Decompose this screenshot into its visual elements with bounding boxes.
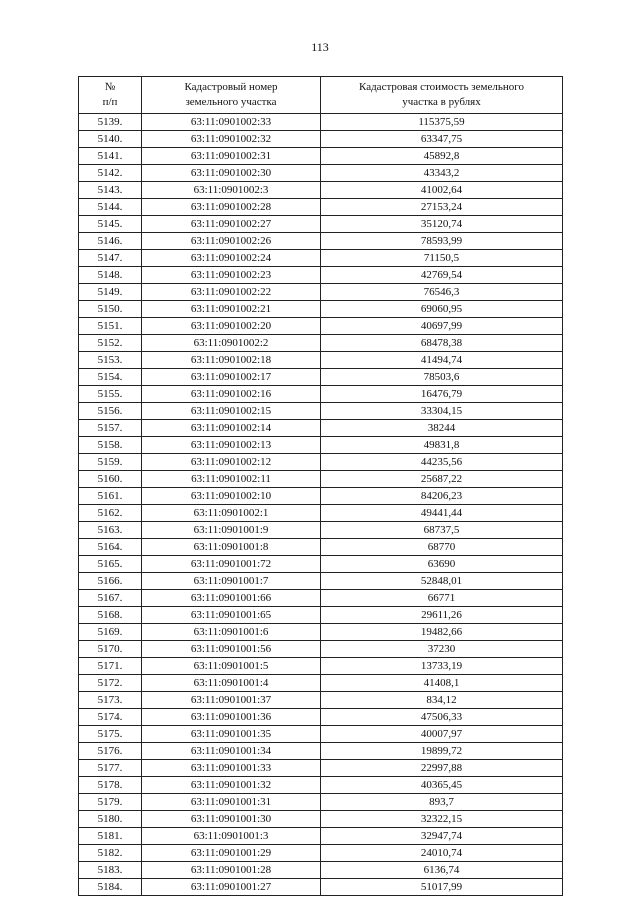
table-row: [79, 675, 563, 692]
row-number-cell: 5142.: [79, 165, 142, 182]
cadastral-value-cell: 69060,95: [321, 301, 563, 318]
row-number-cell: 5151.: [79, 318, 142, 335]
row-number-cell: 5179.: [79, 794, 142, 811]
row-number-cell: 5157.: [79, 420, 142, 437]
table-row: [79, 726, 563, 743]
cadastral-value-cell: 78503,6: [321, 369, 563, 386]
header-cadastral-value: [321, 77, 563, 114]
cadastral-value-cell: 29611,26: [321, 607, 563, 624]
page-number: 113: [311, 40, 329, 54]
cadastral-value-cell: 40697,99: [321, 318, 563, 335]
table-row: [79, 369, 563, 386]
cadastral-value-cell: 6136,74: [321, 862, 563, 879]
row-number-cell: 5170.: [79, 641, 142, 658]
cadastral-value-cell: 45892,8: [321, 148, 563, 165]
cadastral-value-cell: 68478,38: [321, 335, 563, 352]
row-number-cell: 5184.: [79, 879, 142, 896]
row-number-cell: 5176.: [79, 743, 142, 760]
table-row: [79, 182, 563, 199]
cadastral-value-cell: 13733,19: [321, 658, 563, 675]
table-row: [79, 199, 563, 216]
row-number-cell: 5182.: [79, 845, 142, 862]
table-row: [79, 488, 563, 505]
cadastral-value-cell: 52848,01: [321, 573, 563, 590]
row-number-cell: 5159.: [79, 454, 142, 471]
cadastral-number-cell: 63:11:0901002:28: [142, 199, 321, 216]
table-row: [79, 352, 563, 369]
cadastral-number-cell: 63:11:0901001:27: [142, 879, 321, 896]
cadastral-value-cell: 63347,75: [321, 131, 563, 148]
cadastral-number-cell: 63:11:0901002:30: [142, 165, 321, 182]
row-number-cell: 5164.: [79, 539, 142, 556]
cadastral-value-cell: 37230: [321, 641, 563, 658]
table-row: [79, 845, 563, 862]
cadastral-value-cell: 68770: [321, 539, 563, 556]
cadastral-number-cell: 63:11:0901002:13: [142, 437, 321, 454]
cadastral-number-cell: 63:11:0901001:35: [142, 726, 321, 743]
header-value-line2: участка в рублях: [402, 96, 481, 108]
table-row: [79, 828, 563, 845]
cadastral-value-cell: 49441,44: [321, 505, 563, 522]
header-cadastral-number: [142, 77, 321, 114]
row-number-cell: 5143.: [79, 182, 142, 199]
cadastral-value-cell: 40365,45: [321, 777, 563, 794]
table-row: [79, 216, 563, 233]
row-number-cell: 5166.: [79, 573, 142, 590]
row-number-cell: 5141.: [79, 148, 142, 165]
table-row: [79, 301, 563, 318]
table-row: [79, 335, 563, 352]
cadastral-value-cell: 43343,2: [321, 165, 563, 182]
row-number-cell: 5144.: [79, 199, 142, 216]
header-number-abbrev: п/п: [102, 96, 118, 108]
table-row: [79, 165, 563, 182]
row-number-cell: 5155.: [79, 386, 142, 403]
cadastral-number-cell: 63:11:0901002:1: [142, 505, 321, 522]
cadastral-number-cell: 63:11:0901002:14: [142, 420, 321, 437]
table-row: [79, 624, 563, 641]
row-number-cell: 5167.: [79, 590, 142, 607]
cadastral-value-cell: 32947,74: [321, 828, 563, 845]
cadastral-number-cell: 63:11:0901001:32: [142, 777, 321, 794]
table-row: [79, 760, 563, 777]
table-row: [79, 522, 563, 539]
cadastral-value-cell: 63690: [321, 556, 563, 573]
cadastral-value-cell: 71150,5: [321, 250, 563, 267]
row-number-cell: 5158.: [79, 437, 142, 454]
row-number-cell: 5140.: [79, 131, 142, 148]
cadastral-number-cell: 63:11:0901001:7: [142, 573, 321, 590]
table-header-row: [79, 77, 563, 114]
cadastral-value-cell: 41002,64: [321, 182, 563, 199]
cadastral-value-cell: 834,12: [321, 692, 563, 709]
header-cadastral-line1: Кадастровый номер: [184, 81, 278, 93]
header-value-line1: Кадастровая стоимость земельного: [359, 81, 524, 93]
row-number-cell: 5181.: [79, 828, 142, 845]
cadastral-number-cell: 63:11:0901002:15: [142, 403, 321, 420]
cadastral-value-cell: 893,7: [321, 794, 563, 811]
cadastral-number-cell: 63:11:0901002:12: [142, 454, 321, 471]
table-row: [79, 148, 563, 165]
cadastral-value-cell: 40007,97: [321, 726, 563, 743]
row-number-cell: 5171.: [79, 658, 142, 675]
row-number-cell: 5149.: [79, 284, 142, 301]
table-row: [79, 539, 563, 556]
table-row: [79, 233, 563, 250]
header-cadastral-line2: земельного участка: [185, 96, 277, 108]
cadastral-number-cell: 63:11:0901002:20: [142, 318, 321, 335]
cadastral-number-cell: 63:11:0901002:10: [142, 488, 321, 505]
row-number-cell: 5168.: [79, 607, 142, 624]
row-number-cell: 5139.: [79, 114, 142, 131]
cadastral-number-cell: 63:11:0901002:23: [142, 267, 321, 284]
cadastral-value-cell: 42769,54: [321, 267, 563, 284]
row-number-cell: 5174.: [79, 709, 142, 726]
header-number-sign: №: [104, 81, 116, 93]
table-row: [79, 284, 563, 301]
cadastral-value-table: [78, 76, 563, 896]
cadastral-number-cell: 63:11:0901002:24: [142, 250, 321, 267]
cadastral-number-cell: 63:11:0901002:2: [142, 335, 321, 352]
cadastral-value-cell: 19482,66: [321, 624, 563, 641]
cadastral-number-cell: 63:11:0901001:9: [142, 522, 321, 539]
cadastral-value-cell: 49831,8: [321, 437, 563, 454]
row-number-cell: 5145.: [79, 216, 142, 233]
cadastral-number-cell: 63:11:0901002:31: [142, 148, 321, 165]
row-number-cell: 5150.: [79, 301, 142, 318]
table-row: [79, 794, 563, 811]
cadastral-number-cell: 63:11:0901002:33: [142, 114, 321, 131]
row-number-cell: 5165.: [79, 556, 142, 573]
table-row: [79, 641, 563, 658]
row-number-cell: 5146.: [79, 233, 142, 250]
cadastral-value-cell: 32322,15: [321, 811, 563, 828]
table-row: [79, 131, 563, 148]
table-row: [79, 386, 563, 403]
cadastral-value-cell: 35120,74: [321, 216, 563, 233]
table-row: [79, 556, 563, 573]
header-row-number: [79, 77, 142, 114]
cadastral-value-cell: 16476,79: [321, 386, 563, 403]
table-row: [79, 692, 563, 709]
table-row: [79, 437, 563, 454]
cadastral-value-cell: 76546,3: [321, 284, 563, 301]
row-number-cell: 5154.: [79, 369, 142, 386]
row-number-cell: 5162.: [79, 505, 142, 522]
cadastral-value-cell: 41408,1: [321, 675, 563, 692]
cadastral-number-cell: 63:11:0901002:16: [142, 386, 321, 403]
cadastral-number-cell: 63:11:0901002:21: [142, 301, 321, 318]
cadastral-number-cell: 63:11:0901001:29: [142, 845, 321, 862]
row-number-cell: 5177.: [79, 760, 142, 777]
row-number-cell: 5153.: [79, 352, 142, 369]
table-row: [79, 318, 563, 335]
row-number-cell: 5173.: [79, 692, 142, 709]
cadastral-value-cell: 27153,24: [321, 199, 563, 216]
table-row: [79, 573, 563, 590]
cadastral-number-cell: 63:11:0901001:72: [142, 556, 321, 573]
row-number-cell: 5147.: [79, 250, 142, 267]
table-row: [79, 743, 563, 760]
table-row: [79, 709, 563, 726]
cadastral-number-cell: 63:11:0901001:36: [142, 709, 321, 726]
table-row: [79, 267, 563, 284]
cadastral-number-cell: 63:11:0901001:6: [142, 624, 321, 641]
cadastral-value-cell: 19899,72: [321, 743, 563, 760]
table-row: [79, 250, 563, 267]
cadastral-number-cell: 63:11:0901001:33: [142, 760, 321, 777]
cadastral-value-cell: 47506,33: [321, 709, 563, 726]
cadastral-number-cell: 63:11:0901002:27: [142, 216, 321, 233]
row-number-cell: 5152.: [79, 335, 142, 352]
row-number-cell: 5175.: [79, 726, 142, 743]
cadastral-value-cell: 38244: [321, 420, 563, 437]
row-number-cell: 5156.: [79, 403, 142, 420]
cadastral-number-cell: 63:11:0901002:22: [142, 284, 321, 301]
table-row: [79, 777, 563, 794]
table-row: [79, 403, 563, 420]
cadastral-number-cell: 63:11:0901001:28: [142, 862, 321, 879]
table-row: [79, 590, 563, 607]
cadastral-number-cell: 63:11:0901002:26: [142, 233, 321, 250]
row-number-cell: 5169.: [79, 624, 142, 641]
cadastral-value-cell: 44235,56: [321, 454, 563, 471]
cadastral-value-cell: 78593,99: [321, 233, 563, 250]
row-number-cell: 5180.: [79, 811, 142, 828]
row-number-cell: 5148.: [79, 267, 142, 284]
cadastral-number-cell: 63:11:0901001:4: [142, 675, 321, 692]
cadastral-number-cell: 63:11:0901001:8: [142, 539, 321, 556]
cadastral-value-cell: 51017,99: [321, 879, 563, 896]
cadastral-number-cell: 63:11:0901001:5: [142, 658, 321, 675]
table-row: [79, 420, 563, 437]
cadastral-value-cell: 66771: [321, 590, 563, 607]
table-row: [79, 114, 563, 131]
row-number-cell: 5163.: [79, 522, 142, 539]
cadastral-value-cell: 41494,74: [321, 352, 563, 369]
row-number-cell: 5178.: [79, 777, 142, 794]
cadastral-value-cell: 115375,59: [321, 114, 563, 131]
cadastral-number-cell: 63:11:0901001:3: [142, 828, 321, 845]
cadastral-number-cell: 63:11:0901002:18: [142, 352, 321, 369]
table-row: [79, 658, 563, 675]
cadastral-number-cell: 63:11:0901001:66: [142, 590, 321, 607]
row-number-cell: 5161.: [79, 488, 142, 505]
cadastral-value-cell: 24010,74: [321, 845, 563, 862]
cadastral-number-cell: 63:11:0901002:3: [142, 182, 321, 199]
cadastral-number-cell: 63:11:0901001:37: [142, 692, 321, 709]
row-number-cell: 5172.: [79, 675, 142, 692]
cadastral-number-cell: 63:11:0901001:30: [142, 811, 321, 828]
cadastral-number-cell: 63:11:0901001:34: [142, 743, 321, 760]
table-row: [79, 811, 563, 828]
cadastral-value-cell: 22997,88: [321, 760, 563, 777]
cadastral-number-cell: 63:11:0901002:32: [142, 131, 321, 148]
cadastral-number-cell: 63:11:0901001:31: [142, 794, 321, 811]
table-row: [79, 879, 563, 896]
cadastral-number-cell: 63:11:0901001:56: [142, 641, 321, 658]
cadastral-number-cell: 63:11:0901001:65: [142, 607, 321, 624]
cadastral-value-cell: 33304,15: [321, 403, 563, 420]
cadastral-number-cell: 63:11:0901002:17: [142, 369, 321, 386]
cadastral-value-cell: 25687,22: [321, 471, 563, 488]
table-row: [79, 607, 563, 624]
row-number-cell: 5160.: [79, 471, 142, 488]
table-row: [79, 505, 563, 522]
table-body: [79, 114, 563, 896]
cadastral-value-cell: 68737,5: [321, 522, 563, 539]
table-row: [79, 862, 563, 879]
cadastral-value-cell: 84206,23: [321, 488, 563, 505]
cadastral-number-cell: 63:11:0901002:11: [142, 471, 321, 488]
table-row: [79, 471, 563, 488]
row-number-cell: 5183.: [79, 862, 142, 879]
table-row: [79, 454, 563, 471]
